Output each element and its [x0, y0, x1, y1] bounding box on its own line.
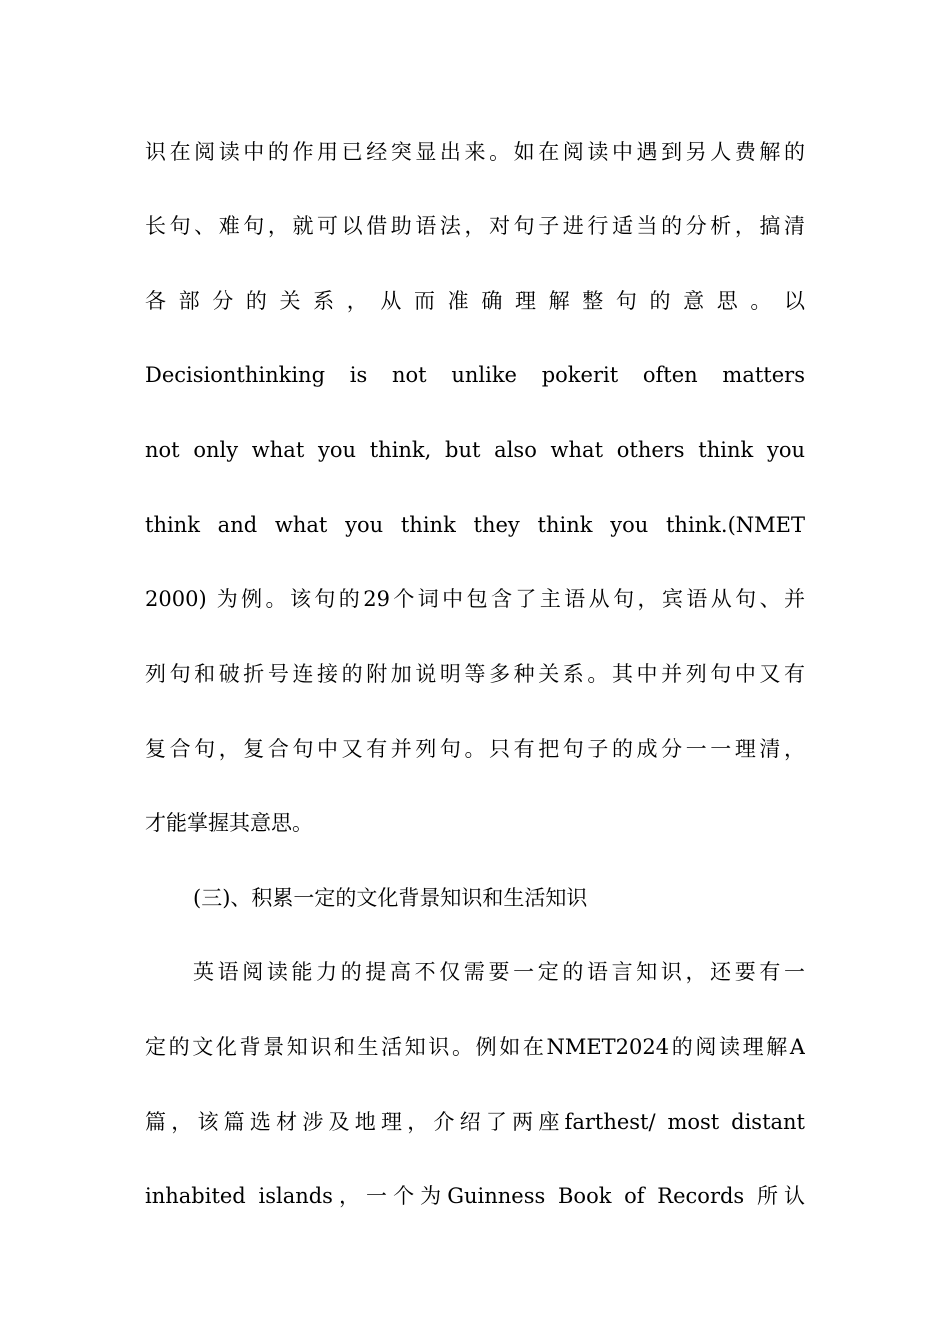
body-text-line: 定的文化背景知识和生活知识。例如在NMET2024的阅读理解A — [145, 1035, 805, 1059]
section-heading: (三)、积累一定的文化背景知识和生活知识 — [193, 886, 588, 910]
body-text-line: 英语阅读能力的提高不仅需要一定的语言知识，还要有一 — [193, 960, 805, 984]
body-text-line: think and what you think they think you think.(NMET — [145, 513, 805, 537]
body-text-line: not only what you think, but also what others think you — [145, 438, 805, 462]
body-text-line: 篇，该篇选材涉及地理，介绍了两座farthest/ most distant — [145, 1110, 805, 1134]
body-text-line: 复合句，复合句中又有并列句。只有把句子的成分一一理清， — [145, 737, 805, 761]
body-text-line: 才能掌握其意思。 — [145, 811, 313, 835]
body-text-line: 各部分的关系，从而准确理解整句的意思。以 — [145, 289, 805, 313]
body-text-line: 2000) 为例。该句的29个词中包含了主语从句，宾语从句、并 — [145, 587, 805, 611]
body-text-line: 列句和破折号连接的附加说明等多种关系。其中并列句中又有 — [145, 662, 805, 686]
body-text-line: Decisionthinking is not unlike pokerit often matters — [145, 363, 805, 387]
body-text-line: 长句、难句，就可以借助语法，对句子进行适当的分析，搞清 — [145, 214, 805, 238]
body-text-line: inhabited islands，一个为Guinness Book of Records 所认 — [145, 1184, 805, 1208]
body-text-line: 识在阅读中的作用已经突显出来。如在阅读中遇到另人费解的 — [145, 140, 805, 164]
